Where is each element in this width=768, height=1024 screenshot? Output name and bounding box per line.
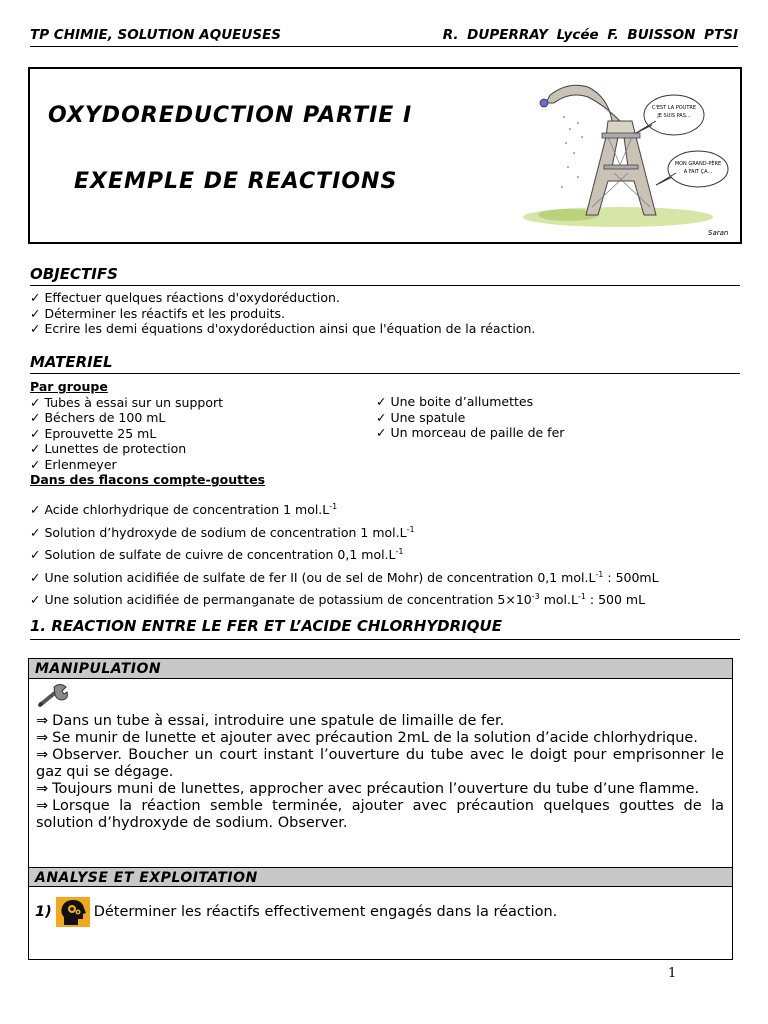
arrow-icon: ⇒ (36, 781, 49, 797)
objectif-item: ✓ Effectuer quelques réactions d'oxydoréduction. (30, 290, 340, 305)
arrow-icon: ⇒ (36, 730, 49, 746)
materiel-item: ✓ Béchers de 100 mL (30, 410, 166, 425)
materiel-right-list (376, 394, 564, 441)
question-text: Déterminer les réactifs effectivement engagés dans la réaction. (93, 904, 558, 920)
flacons-subheading: Dans des flacons compte-gouttes (30, 472, 266, 487)
materiel-item: ✓ Un morceau de paille de fer (376, 425, 565, 440)
svg-text:MON GRAND-PÈRE: MON GRAND-PÈRE (674, 161, 722, 167)
manipulation-box (28, 658, 733, 960)
analyse-heading: ANALYSE ET EXPLOITATION (29, 867, 732, 887)
materiel-item: ✓ Erlenmeyer (30, 456, 117, 472)
page-title: OXYDOREDUCTION PARTIE I (48, 103, 413, 128)
objectifs-list (30, 290, 535, 337)
materiel-item: ✓ Tubes à essai sur un support (30, 394, 224, 410)
svg-text:A FAIT ÇA...: A FAIT ÇA... (683, 169, 713, 175)
par-groupe-subheading: Par groupe (30, 379, 108, 394)
section-1-heading: 1. REACTION ENTRE LE FER ET L’ACIDE CHLORHYDRIQUE (30, 617, 740, 640)
flacon-item: ✓ Acide chlorhydrique de concentration 1 $mol.L^{-1}$ (30, 502, 338, 517)
objectif-item: ✓ Déterminer les réactifs et les produits. (30, 305, 286, 321)
flacon-item: ✓ Solution de sulfate de cuivre de concentration 0,1 $mol.L^{-1}$ (30, 547, 404, 562)
svg-text:C'EST LA POUTRE: C'EST LA POUTRE (651, 105, 697, 111)
thinking-head-icon (56, 897, 90, 927)
page-number: 1 (668, 966, 677, 981)
wrench-icon (36, 683, 70, 709)
materiel-left-list (30, 379, 265, 488)
manipulation-step: ⇒ Se munir de lunette et ajouter avec précaution 2mL de la solution d’acide chlorhydrique. (36, 730, 698, 746)
materiel-item: ✓ Une boite d’allumettes (376, 394, 534, 409)
flacons-list (30, 497, 659, 610)
header-author: R. DUPERRAY Lycée F. BUISSON PTSI (442, 27, 738, 43)
manipulation-step: ⇒ Lorsque la réaction semble terminée, ajouter avec précaution quelques gouttes de la solution d’hydroxyde de sodium. Observer. (36, 798, 724, 831)
svg-text:Saran: Saran (708, 229, 729, 237)
question-number: 1) (35, 904, 52, 920)
header-course: TP CHIMIE, SOLUTION AQUEUSES (30, 27, 282, 43)
eiffel-tower-cartoon (508, 77, 740, 243)
question-1 (29, 887, 732, 927)
materiel-item: ✓ Une spatule (376, 409, 466, 425)
arrow-icon: ⇒ (36, 747, 49, 763)
materiel-item: ✓ Eprouvette 25 mL (30, 425, 157, 441)
arrow-icon: ⇒ (36, 798, 49, 814)
title-box (28, 67, 742, 244)
flacon-item: ✓ Une solution acidifiée de sulfate de fer II (ou de sel de Mohr) de concentration 0,1 $mol.L^{-1}$ : 500mL (30, 569, 659, 585)
manipulation-body (29, 679, 732, 867)
page-subtitle: EXEMPLE DE REACTIONS (74, 169, 398, 194)
flacon-item: ✓ Solution d’hydroxyde de sodium de concentration 1 $mol.L^{-1}$ (30, 524, 415, 540)
arrow-icon: ⇒ (36, 713, 49, 729)
manipulation-step: ⇒ Dans un tube à essai, introduire une spatule de limaille de fer. (36, 713, 505, 729)
materiel-item: ✓ Lunettes de protection (30, 441, 187, 456)
page-header (30, 27, 738, 47)
flacon-item: ✓ Une solution acidifiée de permanganate de potassium de concentration $5\times 10^{-3}$ $mol.L^{-1}$ : 500 mL (30, 592, 646, 607)
manipulation-step: ⇒ Observer. Boucher un court instant l’ouverture du tube avec le doigt pour emprisonner le gaz qui se dégage. (36, 747, 724, 780)
svg-text:JE SUIS PAS...: JE SUIS PAS... (657, 113, 691, 119)
objectifs-heading: OBJECTIFS (30, 265, 740, 286)
materiel-heading: MATERIEL (30, 353, 740, 374)
manipulation-step: ⇒ Toujours muni de lunettes, approcher avec précaution l’ouverture du tube d’une flamme. (36, 781, 700, 797)
objectif-item: ✓ Ecrire les demi équations d'oxydoréduction ainsi que l'équation de la réaction. (30, 321, 536, 336)
manipulation-heading: MANIPULATION (29, 659, 732, 679)
